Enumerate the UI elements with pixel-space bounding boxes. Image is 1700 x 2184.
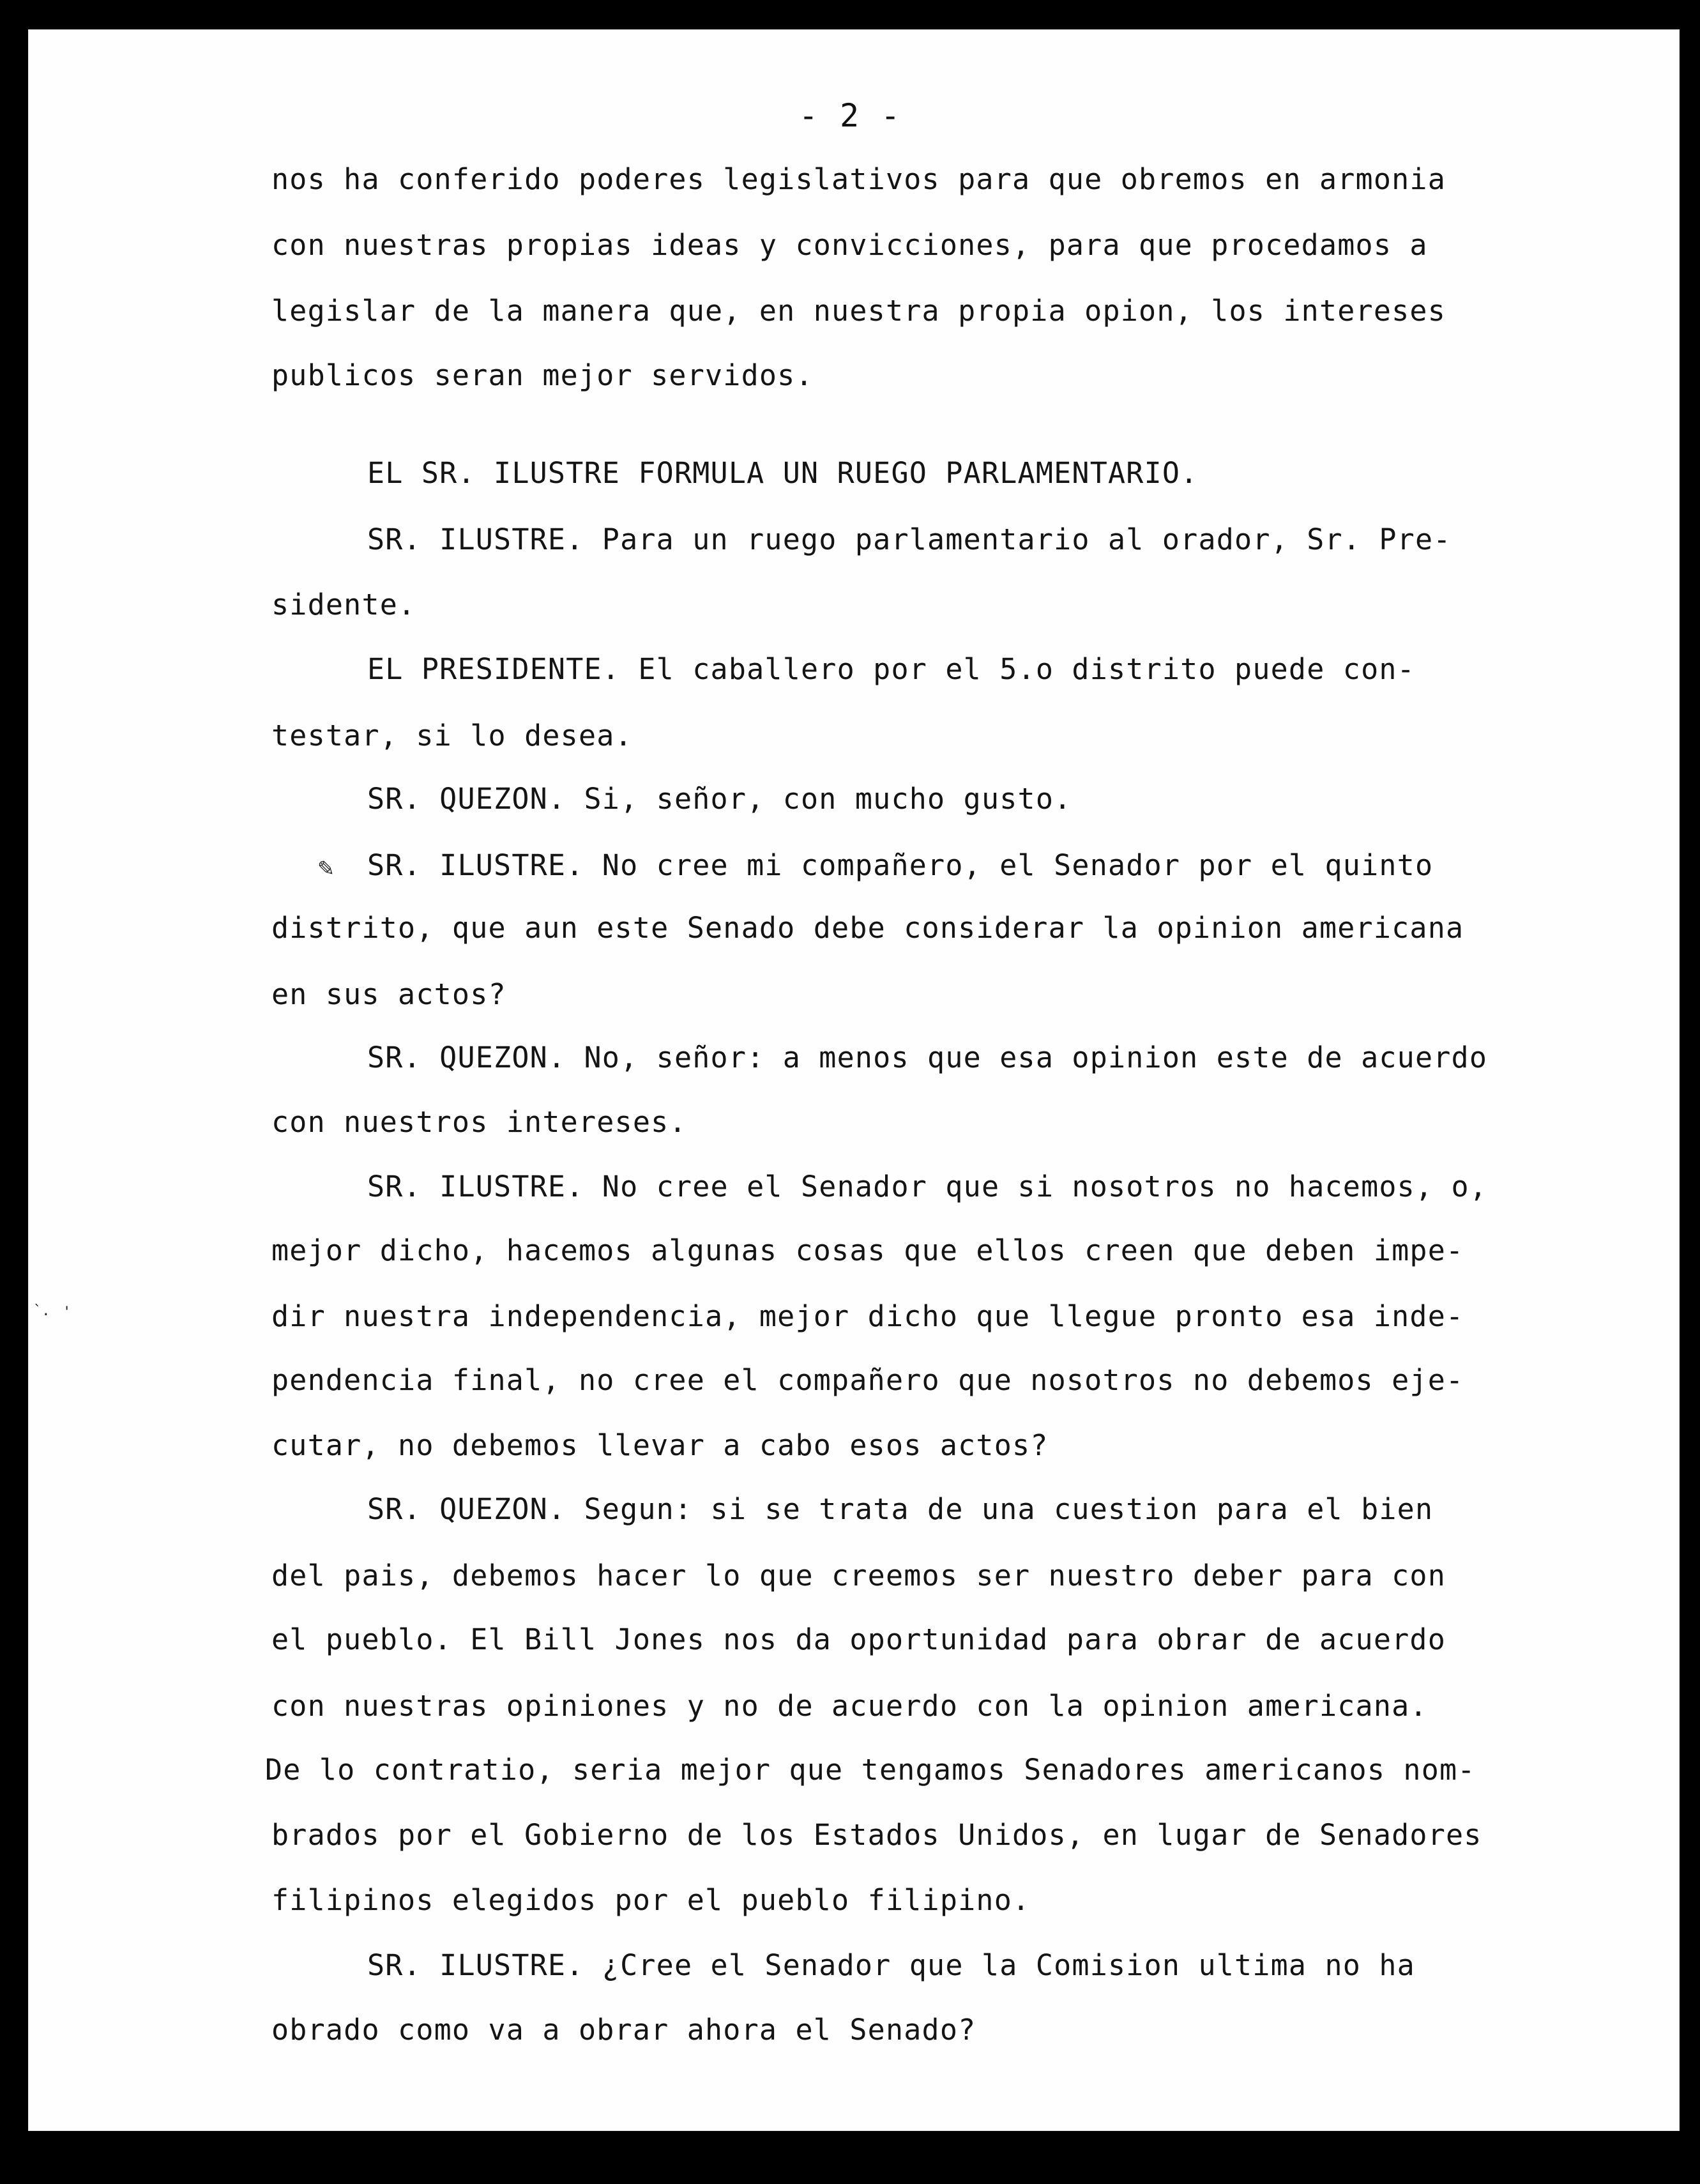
text-line: EL SR. ILUSTRE FORMULA UN RUEGO PARLAMENTARIO. bbox=[367, 456, 1199, 490]
text-line: mejor dicho, hacemos algunas cosas que ellos creen que deben impe- bbox=[271, 1233, 1464, 1267]
page-number: - 2 - bbox=[798, 97, 902, 134]
text-line: obrado como va a obrar ahora el Senado? bbox=[271, 2013, 976, 2047]
text-line: brados por el Gobierno de los Estados Unidos, en lugar de Senadores bbox=[271, 1818, 1482, 1852]
text-line: publicos seran mejor servidos. bbox=[271, 358, 814, 392]
text-line: distrito, que aun este Senado debe considerar la opinion americana bbox=[271, 911, 1464, 945]
text-line: en sus actos? bbox=[271, 977, 506, 1011]
text-line: legislar de la manera que, en nuestra propia opion, los intereses bbox=[271, 294, 1446, 328]
text-line: filipinos elegidos por el pueblo filipino. bbox=[271, 1883, 1031, 1917]
text-line: sidente. bbox=[271, 588, 416, 622]
text-line: SR. ILUSTRE. No cree el Senador que si nosotros no hacemos, o, bbox=[367, 1170, 1488, 1203]
margin-speck: ' bbox=[63, 1304, 72, 1320]
document-page bbox=[28, 29, 1680, 2131]
text-line: dir nuestra independencia, mejor dicho que llegue pronto esa inde- bbox=[271, 1299, 1464, 1333]
text-line: SR. QUEZON. Si, señor, con mucho gusto. bbox=[367, 782, 1072, 816]
text-line: con nuestras propias ideas y convicciones, para que procedamos a bbox=[271, 228, 1428, 262]
text-line: De lo contratio, seria mejor que tengamos Senadores americanos nom- bbox=[265, 1753, 1476, 1787]
text-line: SR. ILUSTRE. ¿Cree el Senador que la Comision ultima no ha bbox=[367, 1948, 1415, 1982]
text-line: EL PRESIDENTE. El caballero por el 5.o distrito puede con- bbox=[367, 652, 1415, 686]
text-line: con nuestros intereses. bbox=[271, 1105, 687, 1139]
text-line: SR. QUEZON. No, señor: a menos que esa opinion este de acuerdo bbox=[367, 1041, 1488, 1074]
pencil-mark-icon: ✎ bbox=[318, 853, 334, 882]
text-line: SR. ILUSTRE. Para un ruego parlamentario al orador, Sr. Pre- bbox=[367, 523, 1452, 556]
text-line: nos ha conferido poderes legislativos para que obremos en armonia bbox=[271, 162, 1446, 196]
text-line: con nuestras opiniones y no de acuerdo con la opinion americana. bbox=[271, 1689, 1428, 1723]
text-line: testar, si lo desea. bbox=[271, 719, 633, 752]
text-line: cutar, no debemos llevar a cabo esos actos? bbox=[271, 1428, 1049, 1462]
text-line: SR. ILUSTRE. No cree mi compañero, el Senador por el quinto bbox=[367, 848, 1434, 882]
text-line: el pueblo. El Bill Jones nos da oportunidad para obrar de acuerdo bbox=[271, 1623, 1446, 1656]
text-line: pendencia final, no cree el compañero que nosotros no debemos eje- bbox=[271, 1363, 1464, 1397]
text-line: SR. QUEZON. Segun: si se trata de una cuestion para el bien bbox=[367, 1492, 1434, 1526]
text-line: del pais, debemos hacer lo que creemos ser nuestro deber para con bbox=[271, 1559, 1446, 1592]
margin-speck: `. bbox=[33, 1303, 50, 1319]
